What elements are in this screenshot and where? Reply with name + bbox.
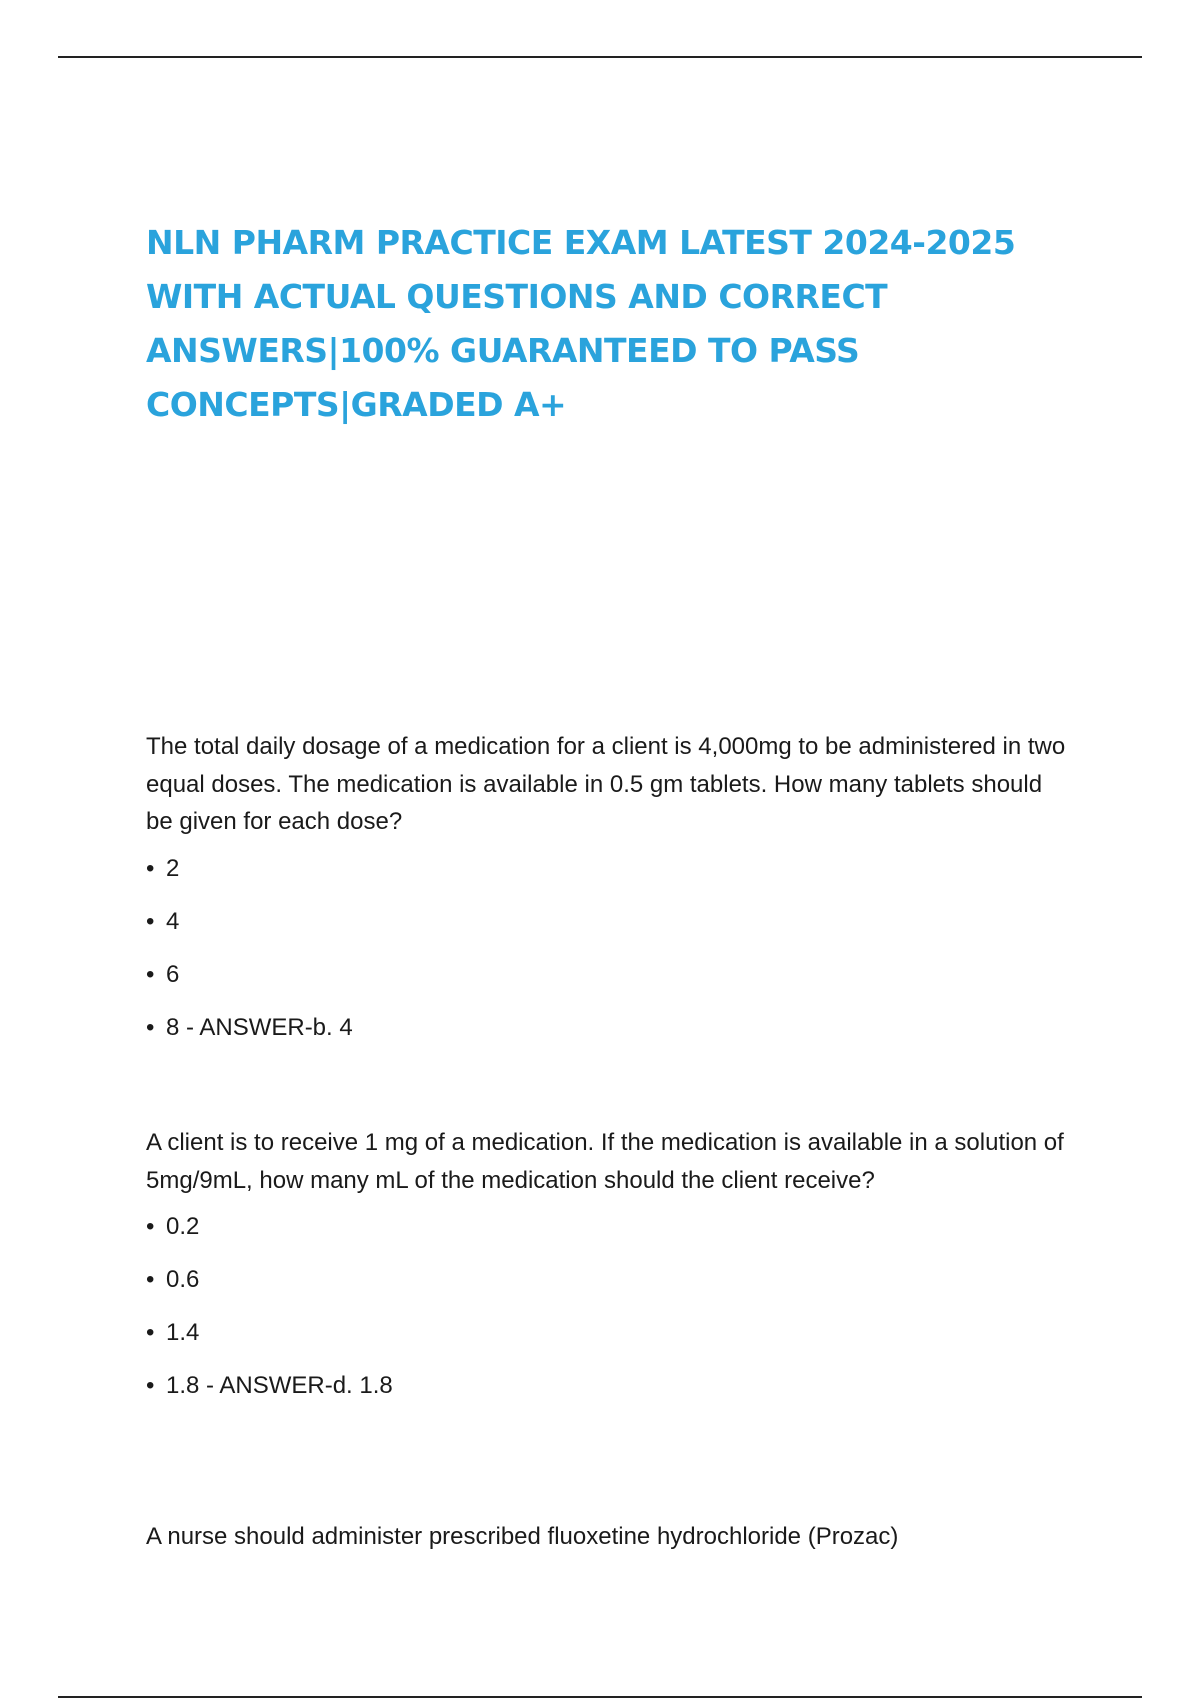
- question-stem: The total daily dosage of a medication for a client is 4,000mg to be administered in two equal doses. The medication is available in 0.5 gm tablets. How many tablets should be given for each dose?: [146, 733, 1066, 835]
- bullet-icon: •: [146, 1213, 155, 1240]
- question-1: [146, 728, 1066, 1067]
- bullet-icon: •: [146, 960, 155, 988]
- question-stem: A nurse should administer prescribed fluoxetine hydrochloride (Prozac): [146, 1523, 899, 1550]
- option-text: 0.2: [166, 1213, 200, 1240]
- option-item: [146, 1319, 1066, 1372]
- question-3: [146, 1518, 1066, 1556]
- option-item: [146, 961, 1066, 1014]
- option-text: 4: [166, 907, 180, 935]
- option-text: 0.6: [166, 1266, 200, 1293]
- answer-options: [146, 855, 1066, 1067]
- bullet-icon: •: [146, 854, 155, 882]
- footer-rule: [58, 1696, 1142, 1698]
- option-item: [146, 1266, 1066, 1319]
- question-stem: A client is to receive 1 mg of a medication. If the medication is available in a solution of 5mg/9mL, how many mL of the medication should the client receive?: [146, 1129, 1064, 1194]
- option-text: 6: [166, 960, 180, 988]
- bullet-icon: •: [146, 1266, 155, 1293]
- option-text: 8 - ANSWER-b. 4: [166, 1013, 353, 1041]
- bullet-icon: •: [146, 1319, 155, 1346]
- bullet-icon: •: [146, 1372, 155, 1399]
- option-text: 1.4: [166, 1319, 200, 1346]
- option-text: 1.8 - ANSWER-d. 1.8: [166, 1372, 393, 1399]
- option-item: [146, 1213, 1066, 1266]
- option-item: [146, 908, 1066, 961]
- answer-options: [146, 1213, 1066, 1425]
- header-rule: [58, 56, 1142, 58]
- option-item: [146, 1372, 1066, 1425]
- document-title: NLN PHARM PRACTICE EXAM LATEST 2024-2025 WITH ACTUAL QUESTIONS AND CORRECT ANSWERS|100% GUARANTEED TO PASS CONCEPTS|GRADED A+: [146, 223, 1016, 424]
- option-item: [146, 855, 1066, 908]
- question-2: [146, 1124, 1066, 1425]
- bullet-icon: •: [146, 1013, 155, 1041]
- bullet-icon: •: [146, 907, 155, 935]
- option-text: 2: [166, 854, 180, 882]
- option-item: [146, 1014, 1066, 1067]
